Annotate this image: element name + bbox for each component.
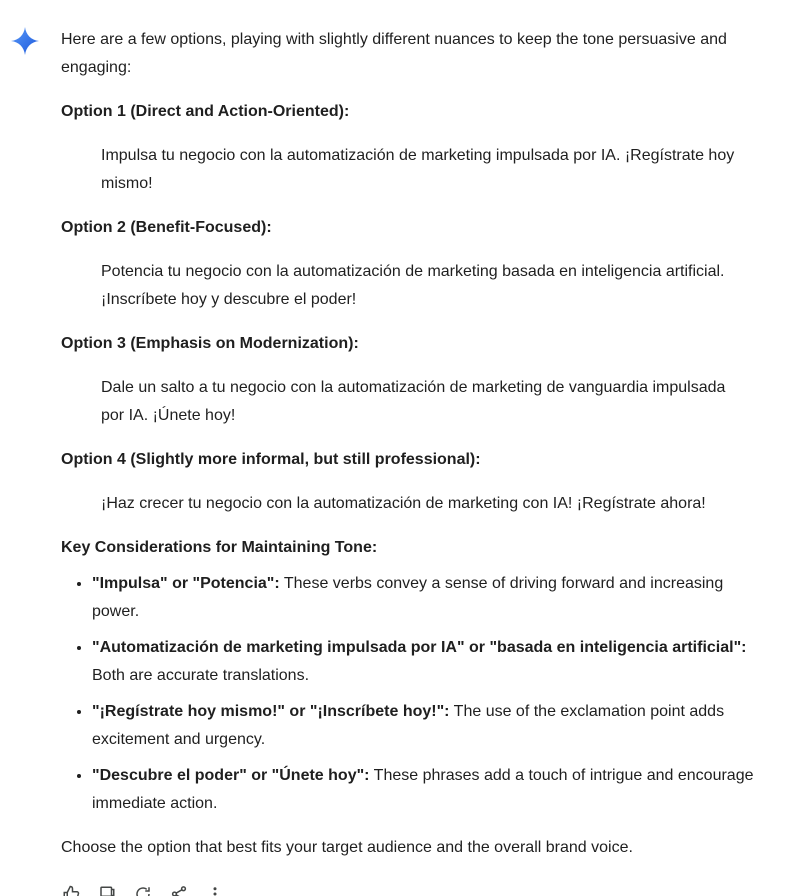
- option-4-title: Option 4 (Slightly more informal, but still professional):: [61, 451, 481, 468]
- option-4-text: ¡Haz crecer tu negocio con la automatización de marketing con IA! ¡Regístrate ahora!: [101, 495, 706, 512]
- option-2-title: Option 2 (Benefit-Focused):: [61, 219, 272, 236]
- consideration-text: Both are accurate translations.: [92, 667, 310, 684]
- option-3-title: Option 3 (Emphasis on Modernization):: [61, 335, 359, 352]
- thumbs-down-icon[interactable]: [97, 884, 117, 896]
- considerations-title: Key Considerations for Maintaining Tone:: [61, 539, 378, 556]
- thumbs-up-icon[interactable]: [61, 884, 81, 896]
- consideration-term: "¡Regístrate hoy mismo!" or "¡Inscríbete hoy!":: [92, 703, 450, 720]
- option-1-text: Impulsa tu negocio con la automatización de marketing impulsada por IA. ¡Regístrate hoy mismo!: [101, 147, 735, 192]
- regenerate-icon[interactable]: [133, 884, 153, 896]
- share-icon[interactable]: [169, 884, 189, 896]
- option-1-title: Option 1 (Direct and Action-Oriented):: [61, 103, 350, 120]
- consideration-text: These phrases add a touch of intrigue and encourage immediate action.: [92, 767, 754, 812]
- gemini-spark-icon: [10, 26, 40, 56]
- response-intro: Here are a few options, playing with slightly different nuances to keep the tone persuasive and engaging:: [61, 31, 727, 76]
- consideration-text: These verbs convey a sense of driving forward and increasing power.: [92, 575, 724, 620]
- list-item: [92, 762, 773, 818]
- list-item: [92, 634, 773, 690]
- consideration-term: "Descubre el poder" or "Únete hoy":: [92, 767, 370, 784]
- consideration-term: "Impulsa" or "Potencia":: [92, 575, 280, 592]
- option-3-text: Dale un salto a tu negocio con la automatización de marketing de vanguardia impulsada por IA. ¡Únete hoy!: [101, 379, 726, 424]
- response-body: [61, 26, 773, 862]
- considerations-list: [61, 570, 773, 818]
- more-options-icon[interactable]: [205, 884, 225, 896]
- consideration-term: "Automatización de marketing impulsada por IA" or "basada en inteligencia artificial":: [92, 639, 747, 656]
- list-item: [92, 698, 773, 754]
- response-action-bar: [61, 884, 225, 896]
- option-2-text: Potencia tu negocio con la automatización de marketing basada en inteligencia artificial. ¡Inscríbete hoy y descubre el poder!: [101, 263, 725, 308]
- list-item: [92, 570, 773, 626]
- consideration-text: The use of the exclamation point adds excitement and urgency.: [92, 703, 725, 748]
- response-closing: Choose the option that best fits your target audience and the overall brand voice.: [61, 839, 633, 856]
